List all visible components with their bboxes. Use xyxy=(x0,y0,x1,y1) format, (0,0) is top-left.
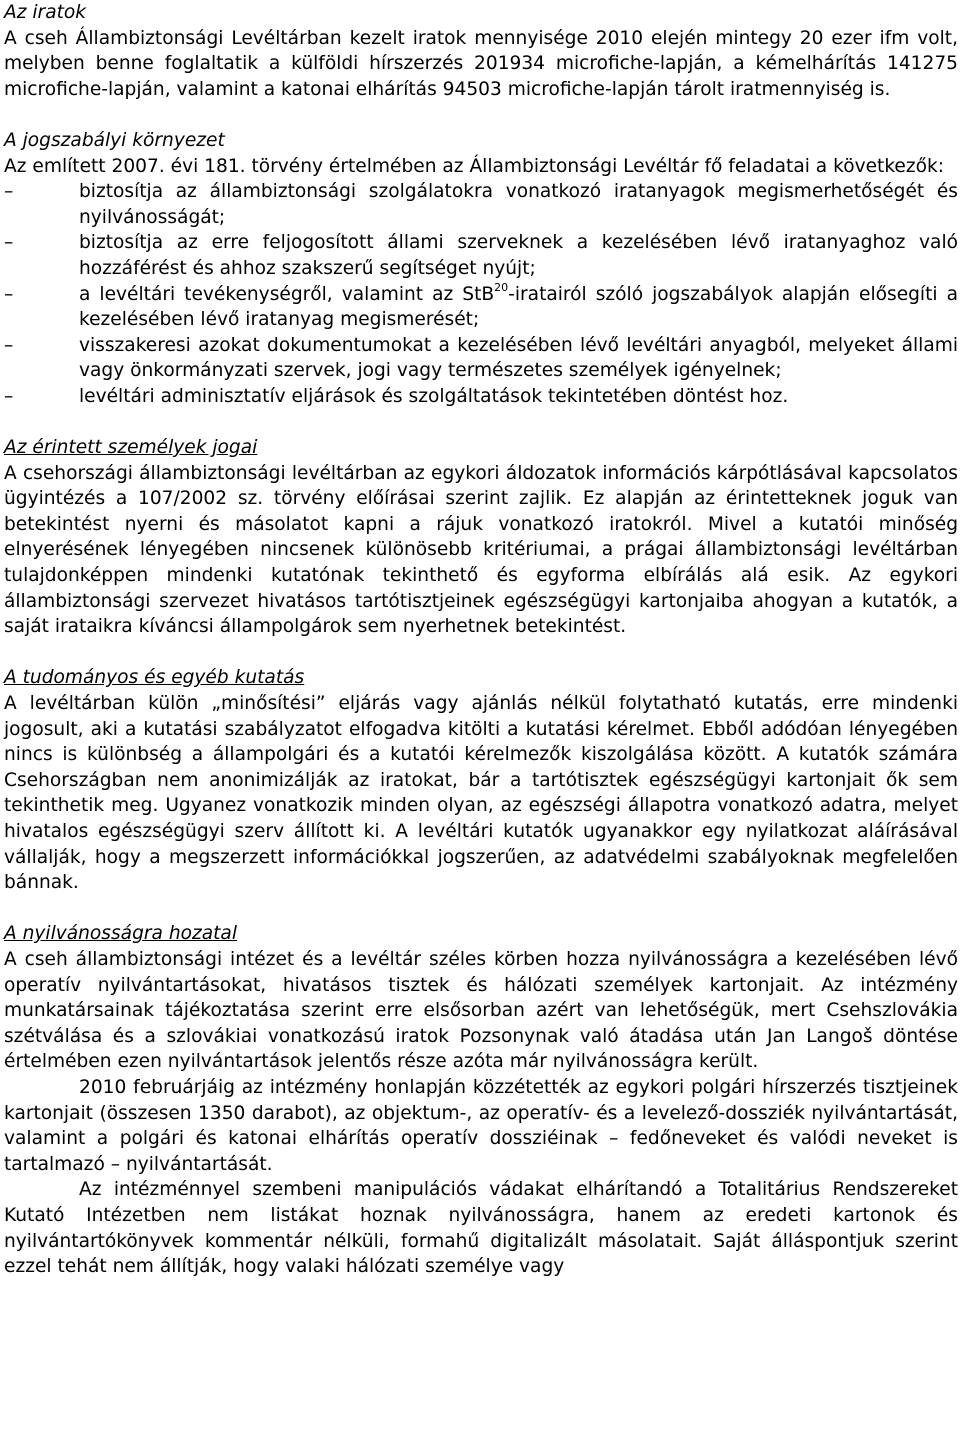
list-item-text: biztosítja az állambiztonsági szolgálatokra vonatkozó iratanyagok megismerhetőségét és nyilvánosságát; xyxy=(79,181,958,228)
tasks-list xyxy=(4,179,958,409)
paragraph-nyilvanossag-3: Az intézménnyel szembeni manipulációs vádakat elhárítandó a Totalitárius Rendszereket Kutató Intézetben nem listákat hoznak nyilvánosságra, hanem az eredeti kartonok és nyilvántartókönyvek kommentár nélküli, formahű digitalizált másolatait. Saját álláspontjuk szerint ezzel tehát nem állítják, hogy valaki hálózati személye vagy xyxy=(4,1179,958,1278)
section-title-nyilvanossag: A nyilvánosságra hozatal xyxy=(4,923,237,945)
dash-bullet: – xyxy=(4,385,14,407)
list-item xyxy=(4,230,958,281)
section-title-tudomanyos: A tudományos és egyéb kutatás xyxy=(4,667,305,689)
list-item-text xyxy=(79,280,958,331)
paragraph-nyilvanossag-1: A cseh állambiztonsági intézet és a levéltár széles körben hozza nyilvánosságra a kezelésében lévő operatív nyilvántartásokat, hivatásos tisztek és hálózati személyek kartonjait. Az intézmény munkatársainak tájékoztatása szerint erre elsősorban azért van lehetőségük, mert Csehszlovákia szétválása és a szlovákiai vonatkozású iratok Pozsonynak való átadása után Jan Langoš döntése értelmében ezen nyilvántartások jelentős része azóta már nyilvánosságra került. xyxy=(4,948,958,1073)
list-item-text: biztosítja az erre feljogosított állami szerveknek a kezelésében lévő iratanyaghoz való hozzáférést és ahhoz szakszerű segítséget nyújt; xyxy=(79,232,958,279)
paragraph-jogszabalyi-intro: Az említett 2007. évi 181. törvény értelmében az Állambiztonsági Levéltár fő feladatai a következők: xyxy=(4,155,945,177)
list-item xyxy=(4,384,958,410)
list-item-text: visszakeresi azokat dokumentumokat a kezelésében lévő levéltári anyagból, melyeket állami vagy önkormányzati szervek, jogi vagy természetes személyek igényelnek; xyxy=(79,334,958,382)
dash-bullet: – xyxy=(4,283,14,305)
section-title-erintett: Az érintett személyek jogai xyxy=(4,437,258,459)
footnote-reference[interactable]: 20 xyxy=(494,280,509,294)
list-item xyxy=(4,333,958,384)
paragraph-tudomanyos: A levéltárban külön „minősítési” eljárás vagy ajánlás nélkül folytatható kutatás, erre mindenki jogosult, aki a kutatási szabályzatot elfogadva kitölti a kutatási kérelmet. Ebből adódóan lényegében nincs is különbség a állampolgári és a kutatói kérelmezők kiszolgálása között. A kutatók számára Csehországban nem anonimizálják az iratokat, bár a tartótisztek egészségügyi kartonjait ők sem tekinthetik meg. Ugyanez vonatkozik minden olyan, az egészségi állapotra vonatkozó adatra, melyet hivatalos egészségügyi szerv állított ki. A levéltári kutatók ugyanakkor egy nyilatkozat aláírásával vállalják, hogy a megszerzett információkkal jogszerűen, az adatvédelmi szabályoknak megfelelően bánnak. xyxy=(4,693,958,894)
dash-bullet: – xyxy=(4,232,14,254)
list-item-text-part: -iratairól szóló jogszabályok alapján elősegíti a kezelésében lévő iratanyag megismerését; xyxy=(79,283,958,331)
section-title-jogszabalyi: A jogszabályi környezet xyxy=(4,129,225,151)
list-item xyxy=(4,179,958,230)
section-title-iratok: Az iratok xyxy=(4,2,87,23)
paragraph-iratok: A cseh Állambiztonsági Levéltárban kezelt iratok mennyisége 2010 elején mintegy 20 ezer ifm volt, melyben benne foglaltatik a külföldi hírszerzés 201934 microfiche-lapján, a kémelhárítás 141275 microfiche-lapján, valamint a katonai elhárítás 94503 microfiche-lapján tárolt iratmennyiség is. xyxy=(4,27,958,100)
list-item-text-part: a levéltári tevékenységről, valamint az StB xyxy=(79,283,495,305)
dash-bullet: – xyxy=(4,334,14,356)
dash-bullet: – xyxy=(4,181,14,203)
paragraph-nyilvanossag-2: 2010 februárjáig az intézmény honlapján közzétették az egykori polgári hírszerzés tisztjeinek kartonjait (összesen 1350 darabot), az objektum-, az operatív- és a levelező-dossziék nyilvántartását, valamint a polgári és katonai elhárítás operatív dossziéinak – fedőneveket és valódi neveket is tartalmazó – nyilvántartását. xyxy=(4,1076,958,1175)
list-item xyxy=(4,282,958,333)
list-item-text: levéltári adminisztatív eljárások és szolgáltatások tekintetében döntést hoz. xyxy=(79,385,789,407)
paragraph-erintett: A csehországi állambiztonsági levéltárban az egykori áldozatok információs kárpótlásával kapcsolatos ügyintézés a 107/2002 sz. törvény előírásai szerint zajlik. Ez alapján az érintetteknek joguk van betekintést nyerni és másolatot kapni a rájuk vonatkozó iratokról. Mivel a kutatói minőség elnyerésének lényegében nincsenek különösebb kritériumai, a prágai állambiztonsági levéltárban tulajdonképpen mindenki kutatónak tekinthető és egyforma elbírálás alá esik. Az egykori állambiztonsági szervezet hivatásos tartótisztjeinek egészségügyi kartonjaiba ahogyan a kutatók, a saját irataikra kíváncsi állampolgárok sem nyerhetnek betekintést. xyxy=(4,462,958,638)
